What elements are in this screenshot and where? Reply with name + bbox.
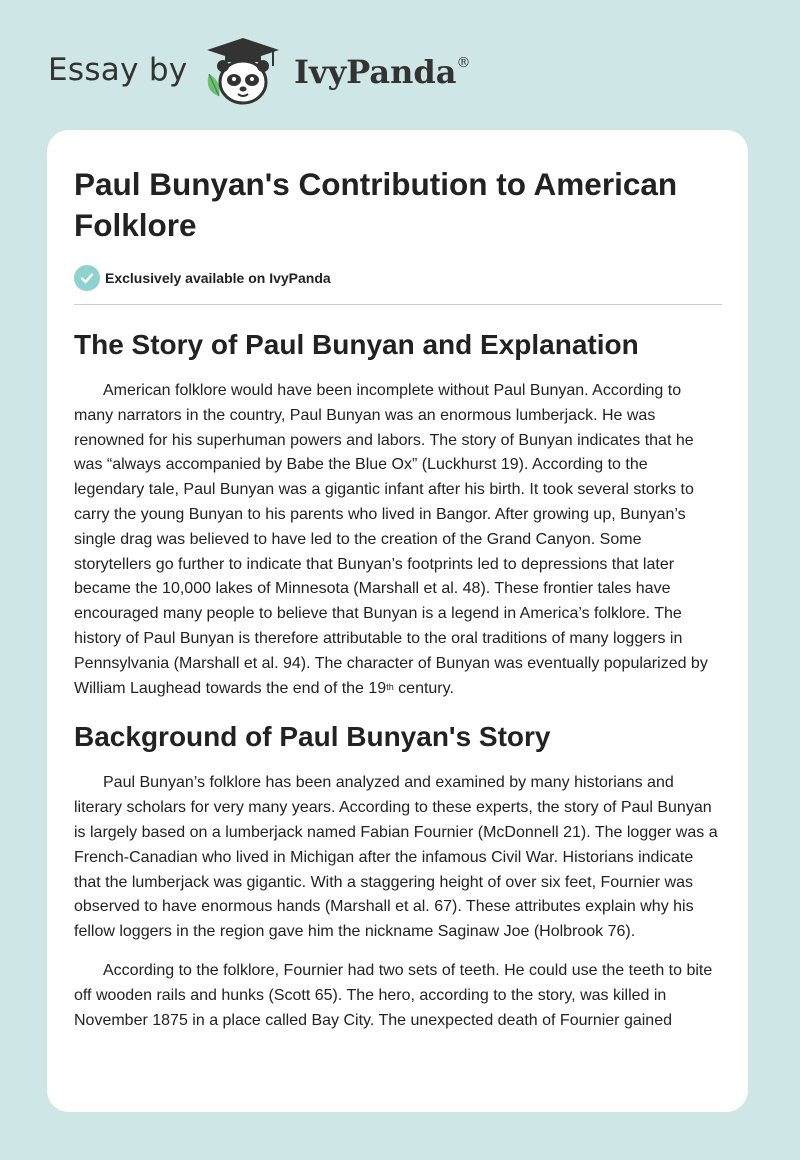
paragraph: Paul Bunyan’s folklore has been analyzed and examined by many historians and literary scholars for very many years. According to these experts, the story of Paul Bunyan is largely based on a lumberjack named Fabian Fournier (McDonnell 21). The logger was a French-Canadian who lived in Michigan after the infamous Civil War. Historians indicate that the lumberjack was gigantic. With a staggering height of over six feet, Fournier was observed to have enormous hands (Marshall et al. 67). These attributes explain why his fellow loggers in the region gave him the nickname Saginaw Joe (Holbrook 76).	[74, 774, 718, 941]
registered-mark: ®	[456, 55, 471, 71]
paragraph: According to the folklore, Fournier had two sets of teeth. He could use the teeth to bite off wooden rails and hunks (Scott 65). The hero, according to the story, was killed in November 1875 in a place called Bay City. The unexpected death of Fournier gained	[74, 961, 713, 1029]
logo-prefix: Essay by	[48, 52, 188, 88]
paragraph: American folklore would have been incomplete without Paul Bunyan. According to many narrators in the country, Paul Bunyan was an enormous lumberjack. He was renowned for his superhuman powers and labors. The story of Bunyan indicates that he was “always accompanied by Babe the Blue Ox” (Luckhurst 19). According to the legendary tale, Paul Bunyan was a gigantic infant after his birth. It took several storks to carry the young Bunyan to his parents who lived in Bangor. After growing up, Bunyan’s single drag was believed to have led to the creation of the Grand Canyon. Some storytellers go further to indicate that Bunyan’s footprints led to depressions that later became the 10,000 lakes of Minnesota (Marshall et al. 48). These frontier tales have encouraged many people to believe that Bunyan is a legend in America’s folklore. The history of Paul Bunyan is therefore attributable to the oral traditions of many loggers in Pennsylvania (Marshall et al. 94). The character of Bunyan was eventually popularized by William Laughead towards the end of the 19th century.	[74, 382, 708, 697]
essay-title: Paul Bunyan's Contribution to American Folklore	[74, 166, 678, 243]
logo-brand: IvyPanda®	[294, 53, 471, 91]
check-circle-icon	[74, 265, 100, 291]
essay-card	[47, 130, 748, 1112]
panda-graduate-icon	[203, 34, 283, 110]
section-heading: Background of Paul Bunyan's Story	[74, 721, 551, 753]
title-divider	[74, 304, 722, 305]
essay-content	[74, 164, 722, 1033]
exclusive-label: Exclusively available on IvyPanda	[105, 270, 331, 286]
exclusive-badge	[74, 264, 722, 292]
site-logo[interactable]	[48, 34, 471, 110]
section-heading: The Story of Paul Bunyan and Explanation	[74, 329, 639, 360]
